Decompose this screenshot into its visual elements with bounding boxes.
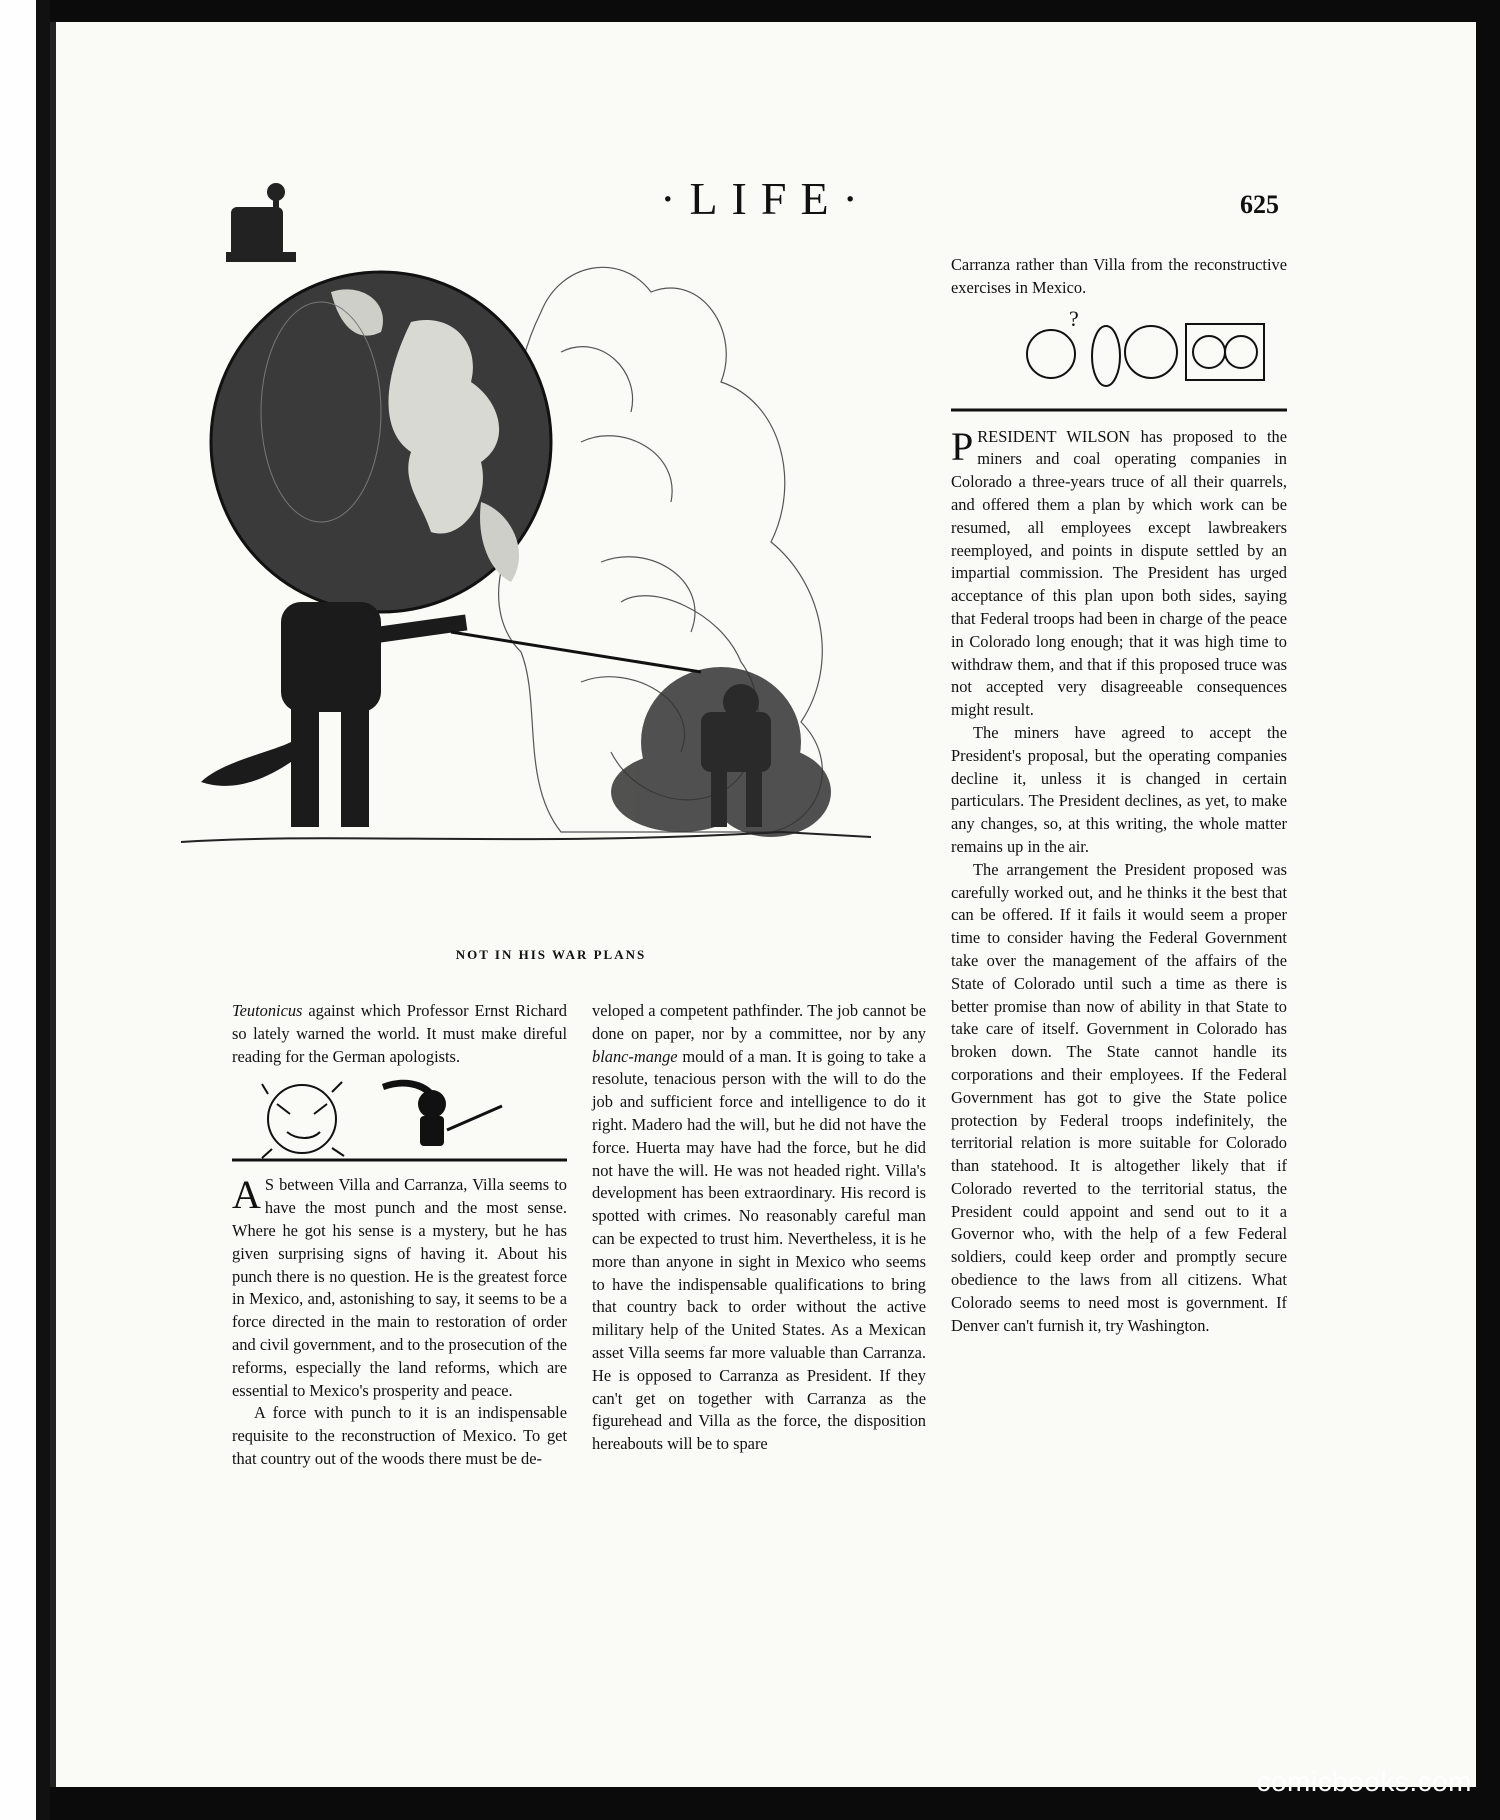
lion-boy-vignette — [232, 1074, 567, 1166]
ground-line — [181, 832, 871, 842]
drop-cap: P — [951, 423, 974, 469]
paragraph-text: veloped a competent pathfinder. The job cannot be done on paper, nor by a committee, nor by any — [592, 1001, 926, 1043]
paragraph: The arrangement the President proposed was carefully worked out, and he thinks it the best that can be offered. If it fails it would seem a proper time to consider having the Federal Government take over the management of the affairs of the State of Colorado until such a time as there is better promise than now of ability in that State to take care of itself. Government in Colorado has broken down. The State cannot handle its corporations and their employees. If the Federal Government has got to give the State police protection by Federal troops indefinitely, the territorial relation is more suitable for Colorado than statehood. It is altogether likely that if Colorado reverted to the territorial status, the President could appoint and send out to it a Governor who, with the help of a few Federal soldiers, could keep order and promptly secure obedience to the laws from all citizens. What Colorado seems to need most is government. If Denver can't furnish it, try Washington. — [951, 859, 1287, 1335]
sword — [451, 632, 701, 672]
paragraph: The miners have agreed to accept the President's proposal, but the operating companies decline it, unless it is changed in certain particulars. The President declines, as yet, to make any changes, so, at this writing, the whole matter remains up in the air. — [951, 722, 1287, 856]
soldier-figure — [201, 602, 467, 827]
masthead-title: ·LIFE· — [660, 173, 872, 224]
text-column-3 — [951, 254, 1287, 1337]
paragraph — [951, 423, 1287, 722]
italic-phrase: blanc-mange — [592, 1046, 678, 1066]
text-column-1 — [232, 1000, 567, 1471]
globe — [211, 272, 551, 612]
cartoon-caption: NOT IN HIS WAR PLANS — [455, 947, 647, 962]
telescope-vignette — [951, 306, 1287, 418]
paragraph: Carranza rather than Villa from the reconstructive exercises in Mexico. — [951, 255, 1287, 297]
svg-text:?: ? — [1069, 305, 1079, 331]
text-column-2 — [592, 1000, 926, 1456]
binding-edge — [0, 0, 50, 1820]
watermark: comicbooks.com — [1256, 1766, 1472, 1797]
paragraph: A force with punch to it is an indispensable requisite to the reconstruction of Mexico. To get that country out of the woods there must be de- — [232, 1403, 567, 1468]
paragraph-text: S between Villa and Carranza, Villa seems to have the most punch and the most sense. Where he got his sense is a mystery, but he has given surprising signs of having it. About his punch there is no question. He is the greatest force in Mexico, and, astonishing to say, it seems to be a force directed in the main to restoration of order and civil government, and to the prosecution of the reforms, especially the land reforms, which are essential to Mexico's prosperity and peace. — [232, 1175, 567, 1400]
magazine-page — [50, 22, 1476, 1787]
italic-phrase: Teutonicus — [232, 1001, 303, 1020]
page-number: 625 — [1240, 190, 1279, 219]
paragraph — [232, 1174, 567, 1402]
cartoon-illustration — [181, 182, 921, 942]
paragraph-text: against which Professor Ernst Richard so lately warned the world. It must make direful reading for the German apologists. — [232, 1001, 567, 1066]
paragraph-text: RESIDENT WILSON has proposed to the miners and coal operating companies in Colorado a three-years truce of all their quarrels, and offered them a plan by which work can be resumed, all employees except lawbreakers reemployed, and points in dispute settled by an impartial commission. The President has urged acceptance of this plan upon both sides, saying that Federal troops had been in charge of the peace in Colorado long enough; that it was high time to withdraw them, and that if this proposed truce was not accepted very disagreeable consequences might result. — [951, 426, 1287, 720]
drop-cap: A — [232, 1172, 261, 1218]
helmet-on-globe — [226, 183, 296, 262]
paragraph — [232, 1000, 567, 1068]
paragraph-text: mould of a man. It is going to take a resolute, tenacious person with the will to do the job and sufficient force and intelligence to do it right. Madero had the will, but he did not have the force. Huerta may have had the force, but he did not have the will. He was not headed right. Villa's development has been extraordinary. His record is spotted with crimes. No reasonably careful man can be expected to trust him. Nevertheless, it is he more than anyone in sight in Mexico who seems to have the indispensable qualifications to bring that country back to order without the active military help of the United States. As a Mexican asset Villa seems far more valuable than Carranza. He is opposed to Carranza as President. If they can't get on together with Carranza as the figurehead and Villa as the force, the disposition hereabouts will be to spare — [592, 1046, 926, 1454]
paragraph — [592, 1000, 926, 1456]
